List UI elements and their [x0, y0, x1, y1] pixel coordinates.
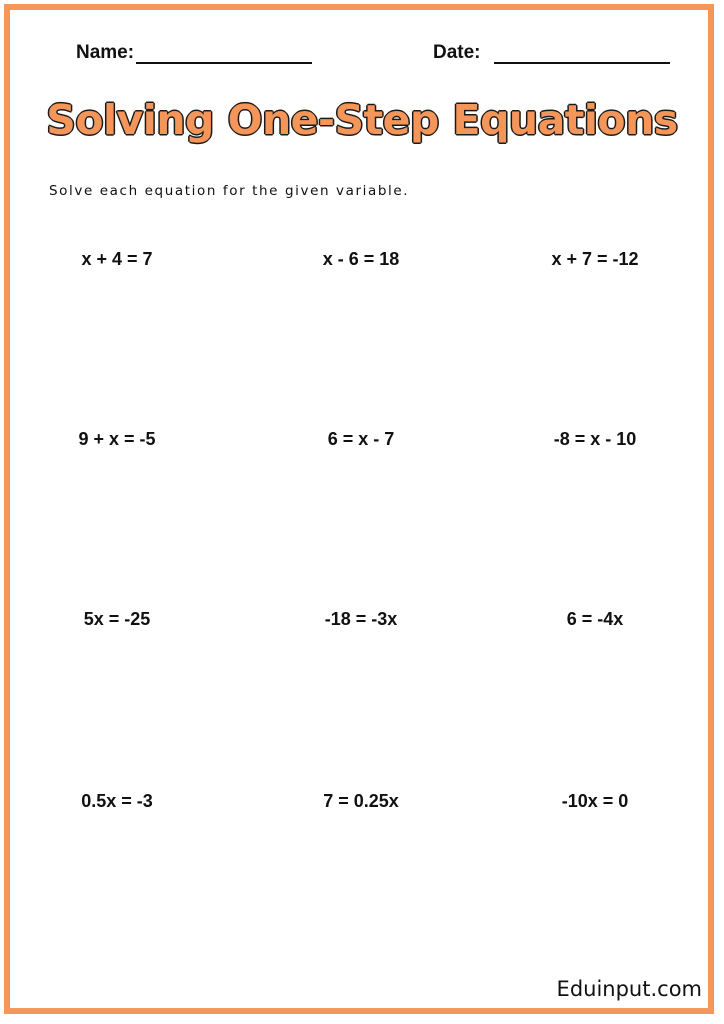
equation-12: -10x = 0: [561, 791, 629, 811]
equation-5: 6 = x - 7: [327, 429, 395, 449]
worksheet-title: Solving One-Step Equations: [46, 96, 678, 144]
date-blank-line[interactable]: [494, 40, 670, 64]
name-blank-line[interactable]: [136, 40, 312, 64]
equation-10: 0.5x = -3: [81, 791, 153, 811]
name-label: Name:: [76, 42, 135, 63]
equation-3: x + 7 = -12: [551, 249, 639, 269]
instructions-text: Solve each equation for the given variable.: [49, 183, 410, 199]
date-field: [433, 40, 670, 64]
equation-8: -18 = -3x: [324, 609, 398, 629]
equation-6: -8 = x - 10: [553, 429, 637, 449]
page-border: [4, 4, 714, 1014]
name-field: [76, 40, 312, 64]
equation-9: 6 = -4x: [566, 609, 624, 629]
equation-2: x - 6 = 18: [322, 249, 400, 269]
equation-11: 7 = 0.25x: [323, 791, 399, 811]
equation-7: 5x = -25: [83, 609, 151, 629]
site-footer: Eduinput.com: [556, 977, 702, 1001]
equation-4: 9 + x = -5: [78, 429, 156, 449]
equation-1: x + 4 = 7: [81, 249, 153, 269]
date-label: Date:: [433, 42, 481, 63]
